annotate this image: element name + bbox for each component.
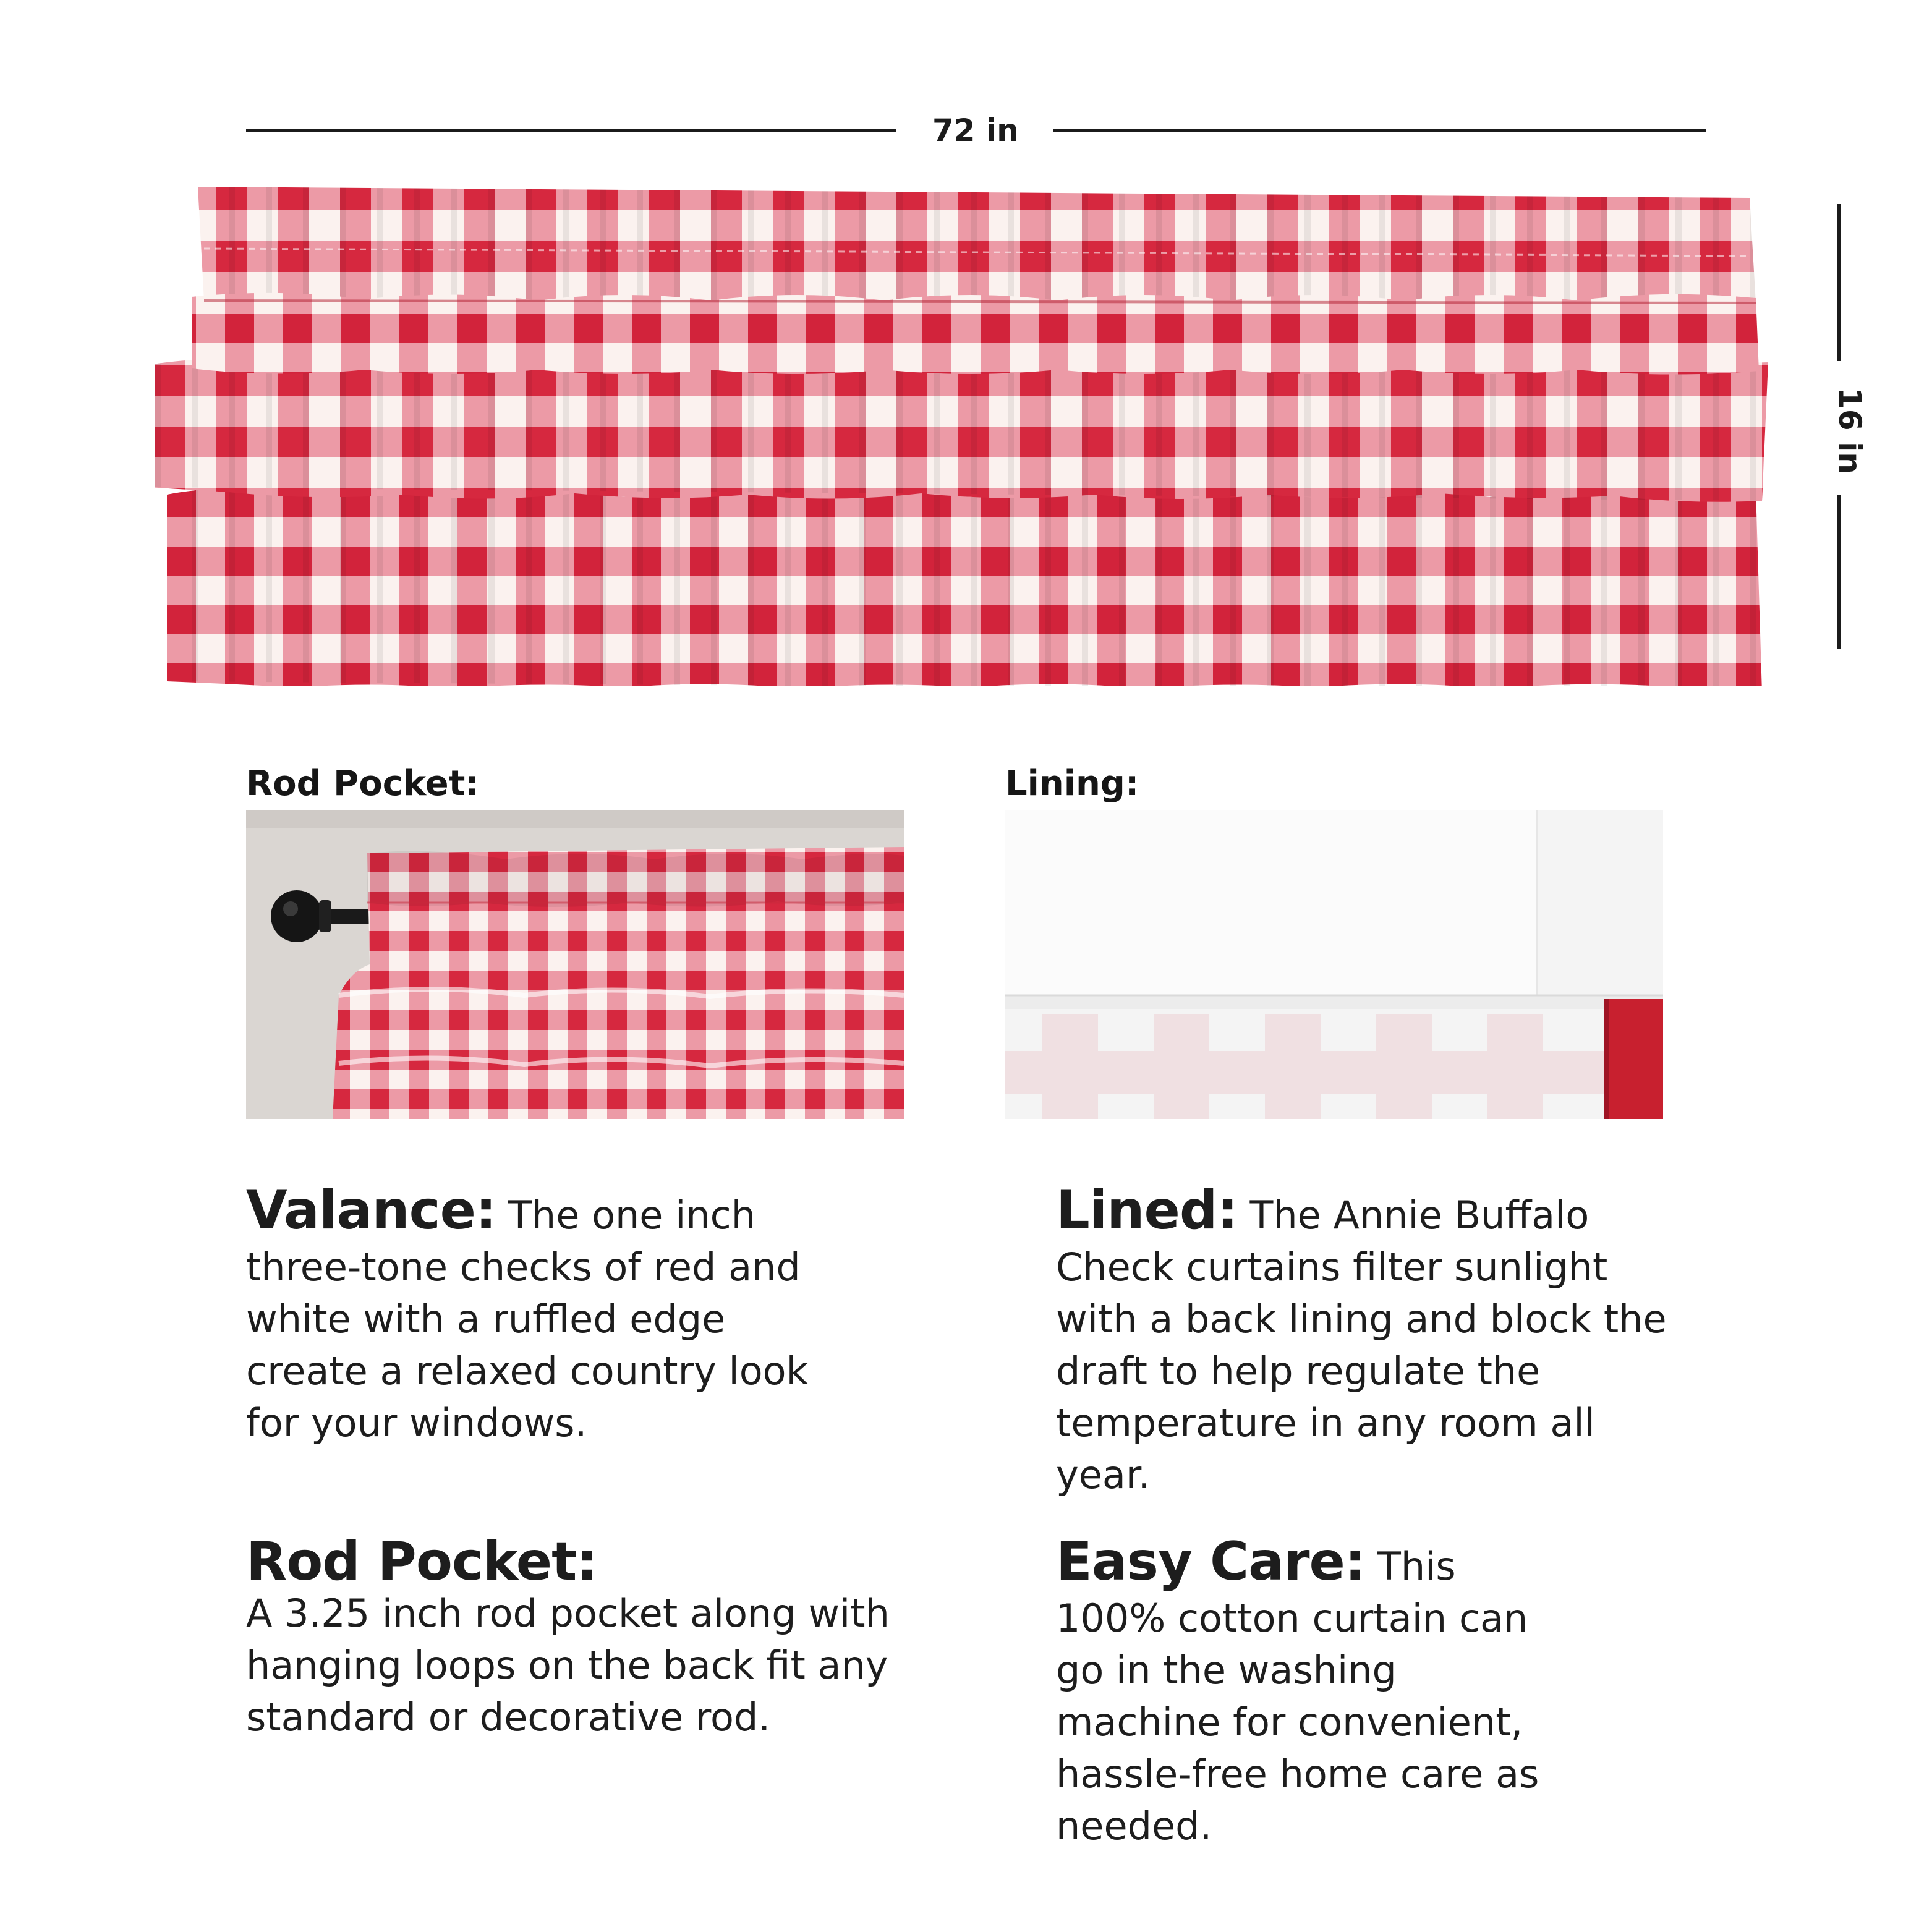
lining-illustration [1005,810,1663,1119]
height-dimension-line-top [1837,204,1841,361]
lining-caption: Lining: [1005,764,1139,804]
width-dimension-label: 72 in [932,113,1019,148]
feature-valance-text: The one inch three-tone checks of red and white with a ruffled edge create a relaxed country look for your windows. [246,1193,809,1445]
feature-lined-text: The Annie Buffalo Check curtains filter sunlight with a back lining and block the draft to help regulate the temperature in any room all year. [1056,1193,1667,1497]
feature-rod-pocket-heading: Rod Pocket: [246,1531,597,1593]
feature-easy-care [1056,1531,1563,1852]
feature-lined-heading: Lined: [1056,1180,1238,1241]
valance-product-image [155,179,1774,686]
feature-easy-care-heading: Easy Care: [1056,1531,1366,1593]
feature-valance [246,1180,821,1449]
feature-rod-pocket-text: A 3.25 inch rod pocket along with hanging loops on the back fit any standard or decorative rod. [246,1591,890,1740]
feature-valance-heading: Valance: [246,1180,496,1241]
height-dimension-label: 16 in [1831,388,1868,474]
width-dimension-line-left [246,129,896,132]
feature-lined [1056,1180,1693,1501]
rod-pocket-photo [246,810,904,1119]
lining-photo [1005,810,1663,1119]
width-dimension-line-right [1053,129,1706,132]
feature-easy-care-text: This 100% cotton curtain can go in the washing machine for convenient, hassle-free home care as needed. [1056,1544,1539,1849]
height-dimension-line-bottom [1837,495,1841,649]
rod-pocket-illustration [246,810,904,1119]
rod-pocket-caption: Rod Pocket: [246,764,479,804]
feature-rod-pocket [246,1531,901,1743]
